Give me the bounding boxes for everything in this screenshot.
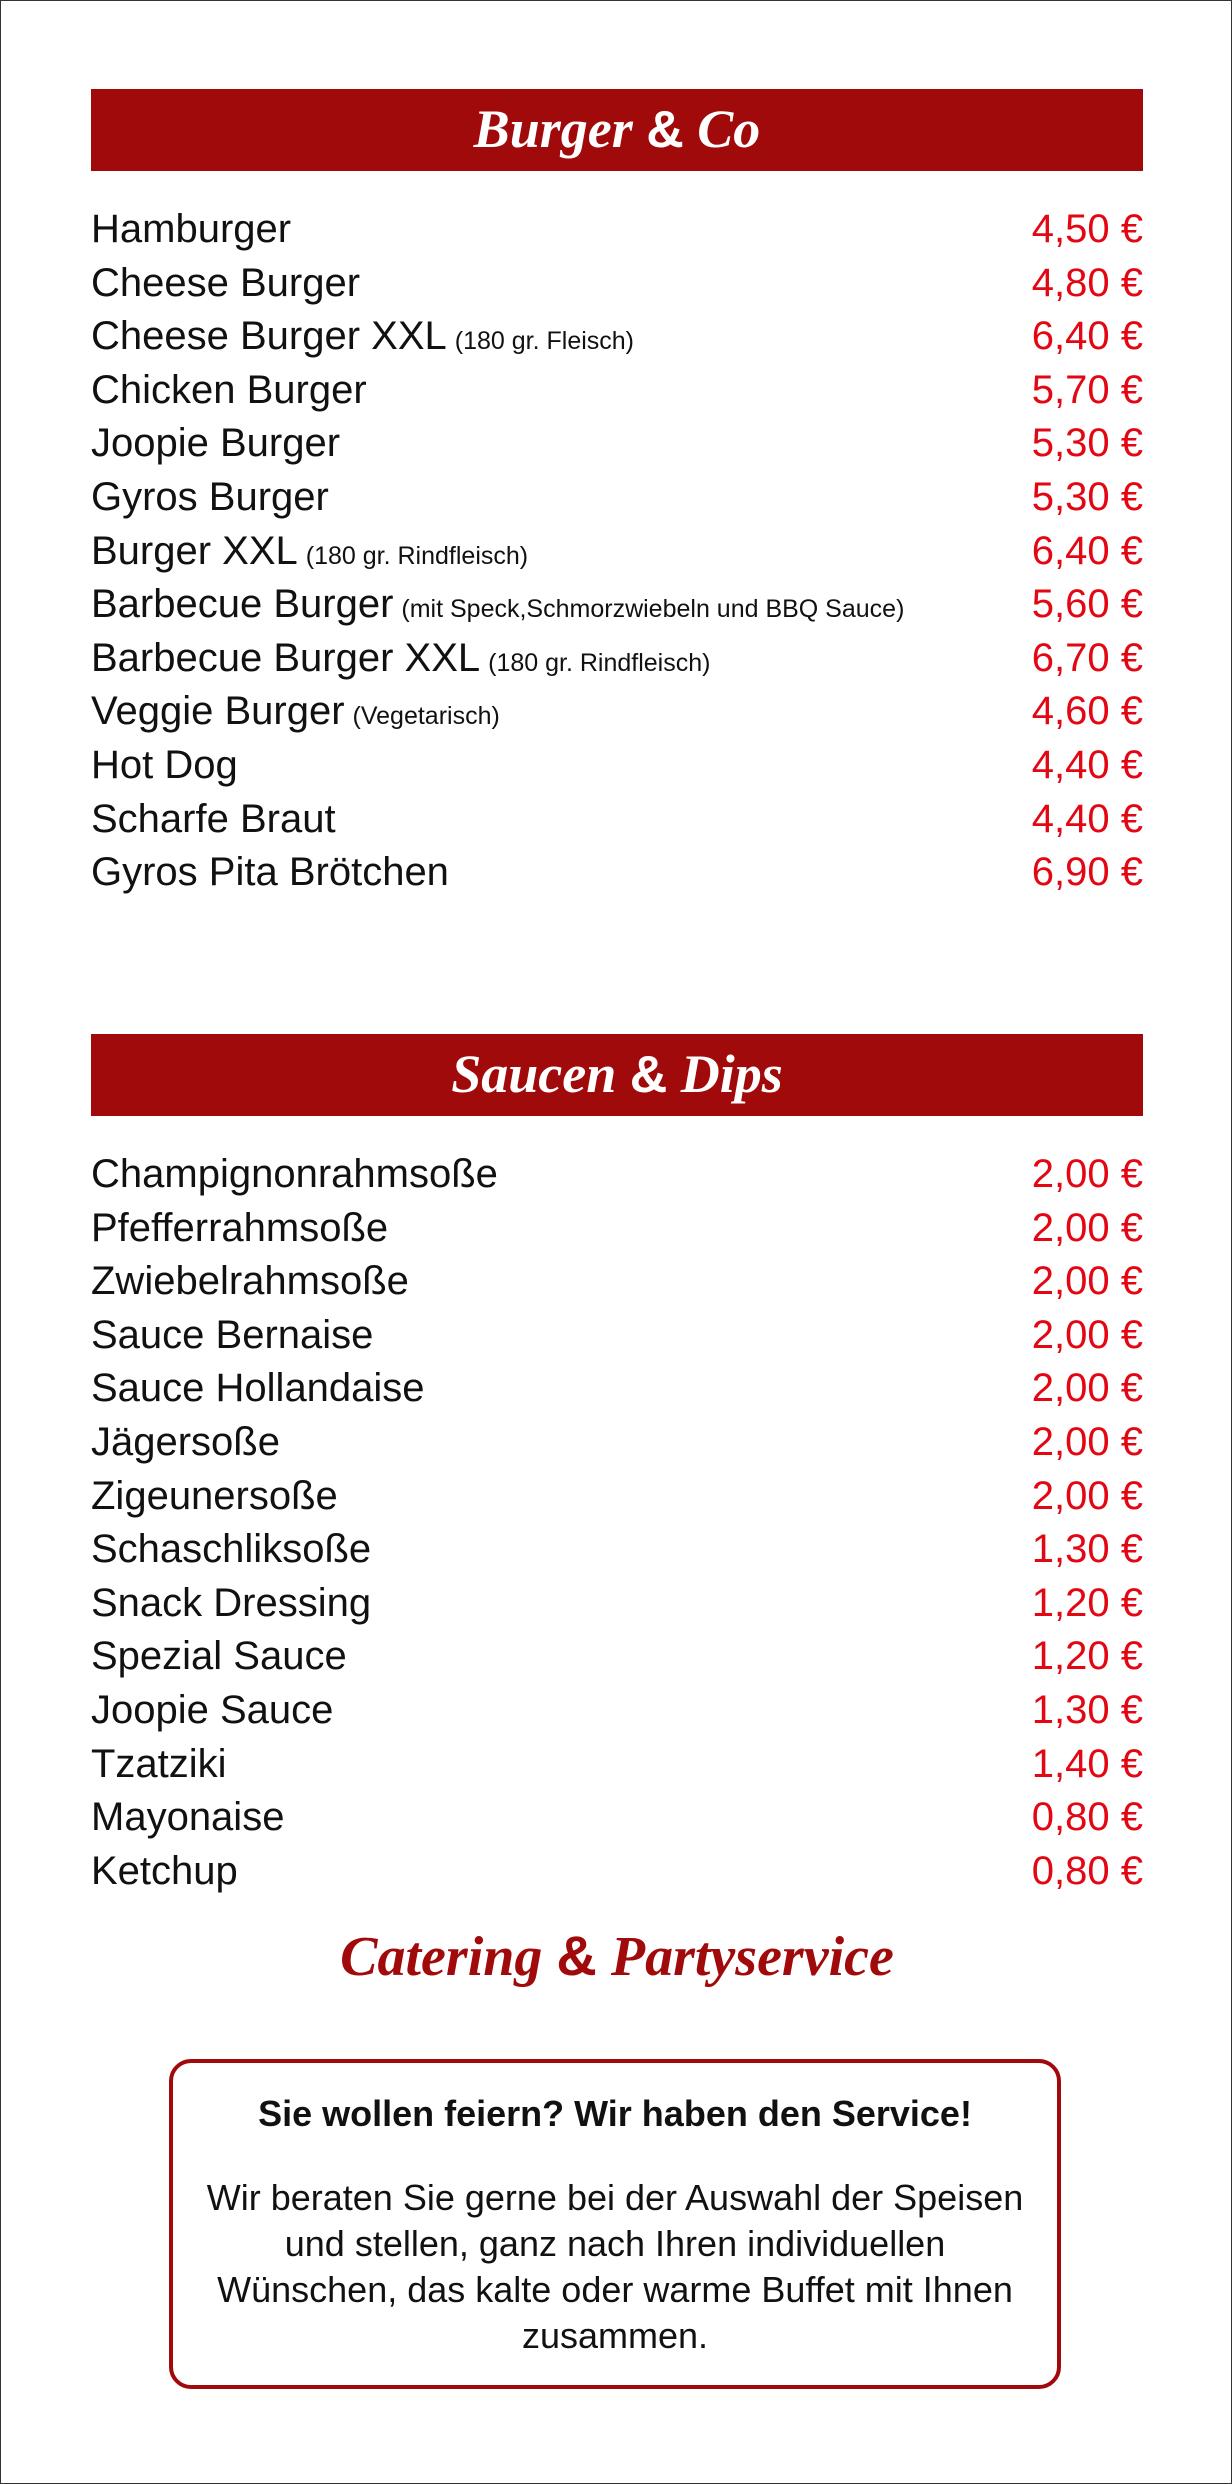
burger-title-sub: Co bbox=[697, 99, 761, 159]
menu-item-label bbox=[91, 1791, 284, 1845]
menu-item-note: (180 gr. Fleisch) bbox=[454, 327, 635, 356]
menu-item-row bbox=[91, 257, 1143, 311]
menu-item-price: 6,90 € bbox=[1031, 850, 1143, 895]
menu-item-name: Cheese Burger bbox=[91, 260, 361, 305]
menu-item-note: (Vegetarisch) bbox=[352, 702, 500, 731]
catering-heading bbox=[1, 1923, 1232, 1989]
menu-item-price: 4,80 € bbox=[1031, 260, 1143, 305]
menu-item-label bbox=[91, 1470, 338, 1524]
menu-item-row bbox=[91, 578, 1143, 632]
catering-info-text: Wir beraten Sie gerne bei der Auswahl der Speisen und stellen, ganz nach Ihren individuellen Wünschen, das kalte oder warme Buffet mit Ihnen zusammen. bbox=[206, 2177, 1024, 2356]
menu-item-name: Zwiebelrahmsoße bbox=[91, 1259, 409, 1304]
menu-item-row bbox=[91, 471, 1143, 525]
menu-item-price: 1,20 € bbox=[1031, 1634, 1143, 1679]
menu-item-label bbox=[91, 1148, 498, 1202]
menu-item-label bbox=[91, 203, 291, 257]
menu-item-price: 2,00 € bbox=[1031, 1152, 1143, 1196]
saucen-title-sub: Dips bbox=[680, 1044, 783, 1104]
menu-item-label bbox=[91, 1202, 388, 1256]
menu-item-row bbox=[91, 1845, 1143, 1899]
menu-item-price: 5,70 € bbox=[1031, 367, 1143, 412]
menu-item-label bbox=[91, 1255, 409, 1309]
menu-item-label bbox=[91, 1416, 280, 1470]
menu-item-row bbox=[91, 1362, 1143, 1416]
menu-item-row bbox=[91, 1684, 1143, 1738]
menu-item-name: Schaschliksoße bbox=[91, 1527, 372, 1572]
menu-item-row bbox=[91, 1577, 1143, 1631]
burger-section-banner bbox=[91, 89, 1143, 171]
menu-item-label bbox=[91, 793, 336, 847]
burger-menu-list bbox=[91, 203, 1143, 900]
menu-item-name: Mayonaise bbox=[91, 1795, 285, 1840]
menu-item-note: (180 gr. Rindfleisch) bbox=[488, 648, 711, 677]
menu-item-name: Spezial Sauce bbox=[91, 1634, 347, 1679]
menu-item-price: 6,70 € bbox=[1031, 635, 1143, 680]
menu-item-label bbox=[91, 257, 360, 311]
menu-item-row bbox=[91, 1148, 1143, 1202]
menu-item-price: 1,30 € bbox=[1031, 1527, 1143, 1572]
menu-item-price: 2,00 € bbox=[1031, 1312, 1143, 1357]
menu-item-price: 2,00 € bbox=[1031, 1366, 1143, 1411]
saucen-title-amp: & bbox=[629, 1046, 668, 1104]
menu-item-price: 4,40 € bbox=[1031, 742, 1143, 787]
menu-item-price: 6,40 € bbox=[1031, 528, 1143, 573]
menu-item-name: Gyros Burger bbox=[91, 474, 329, 519]
menu-item-label bbox=[91, 1684, 333, 1738]
menu-item-name: Gyros Pita Brötchen bbox=[91, 850, 449, 895]
menu-item-name: Hamburger bbox=[91, 207, 292, 251]
menu-item-label bbox=[91, 1577, 371, 1631]
menu-item-name: Barbecue Burger XXL bbox=[91, 635, 481, 680]
menu-item-price: 1,20 € bbox=[1031, 1580, 1143, 1625]
menu-item-label bbox=[91, 1738, 227, 1792]
menu-item-name: Veggie Burger bbox=[91, 689, 345, 734]
menu-item-row bbox=[91, 1255, 1143, 1309]
menu-item-name: Sauce Hollandaise bbox=[91, 1366, 425, 1411]
menu-item-row bbox=[91, 1738, 1143, 1792]
menu-item-price: 6,40 € bbox=[1031, 314, 1143, 359]
saucen-menu-list bbox=[91, 1148, 1143, 1898]
menu-item-price: 4,40 € bbox=[1031, 796, 1143, 841]
menu-item-row bbox=[91, 310, 1143, 364]
menu-item-price: 0,80 € bbox=[1031, 1848, 1143, 1893]
menu-item-row bbox=[91, 1309, 1143, 1363]
catering-title-sub: Partyservice bbox=[610, 1926, 894, 1988]
menu-item-price: 1,40 € bbox=[1031, 1741, 1143, 1786]
menu-item-label bbox=[91, 310, 634, 369]
menu-item-name: Tzatziki bbox=[91, 1741, 227, 1786]
menu-item-price: 0,80 € bbox=[1031, 1795, 1143, 1840]
menu-item-label bbox=[91, 578, 904, 637]
menu-item-name: Sauce Bernaise bbox=[91, 1312, 374, 1357]
menu-item-row bbox=[91, 846, 1143, 900]
saucen-section-banner bbox=[91, 1034, 1143, 1116]
menu-item-name: Joopie Sauce bbox=[91, 1687, 334, 1732]
menu-item-note: (mit Speck,Schmorzwiebeln und BBQ Sauce) bbox=[401, 595, 905, 624]
menu-item-label bbox=[91, 846, 449, 900]
menu-item-row bbox=[91, 417, 1143, 471]
catering-info-headline: Sie wollen feiern? Wir haben den Service! bbox=[258, 2093, 972, 2134]
menu-item-label bbox=[91, 1630, 347, 1684]
menu-item-label bbox=[91, 525, 528, 584]
saucen-title-main: Saucen bbox=[451, 1044, 617, 1104]
menu-item-name: Cheese Burger XXL bbox=[91, 314, 447, 359]
menu-item-row bbox=[91, 1470, 1143, 1524]
menu-item-label bbox=[91, 1845, 238, 1899]
menu-item-row bbox=[91, 1202, 1143, 1256]
menu-item-row bbox=[91, 793, 1143, 847]
menu-item-row bbox=[91, 1791, 1143, 1845]
menu-item-label bbox=[91, 632, 710, 691]
menu-item-label bbox=[91, 417, 340, 471]
menu-item-label bbox=[91, 685, 500, 744]
burger-title-main: Burger bbox=[473, 99, 633, 159]
menu-item-price: 1,30 € bbox=[1031, 1687, 1143, 1732]
menu-item-row bbox=[91, 1523, 1143, 1577]
menu-item-price: 2,00 € bbox=[1031, 1205, 1143, 1250]
menu-item-price: 5,30 € bbox=[1031, 474, 1143, 519]
menu-item-label bbox=[91, 364, 367, 418]
menu-item-price: 2,00 € bbox=[1031, 1473, 1143, 1518]
menu-item-name: Hot Dog bbox=[91, 742, 238, 787]
burger-title-amp: & bbox=[646, 101, 684, 159]
menu-item-row bbox=[91, 203, 1143, 257]
menu-item-name: Pfefferrahmsoße bbox=[91, 1205, 389, 1250]
menu-item-price: 2,00 € bbox=[1031, 1419, 1143, 1464]
menu-item-price: 2,00 € bbox=[1031, 1259, 1143, 1304]
menu-item-name: Ketchup bbox=[91, 1848, 238, 1893]
menu-item-price: 5,60 € bbox=[1031, 582, 1143, 627]
menu-item-name: Burger XXL bbox=[91, 528, 298, 573]
menu-item-label bbox=[91, 739, 238, 793]
menu-item-row bbox=[91, 525, 1143, 579]
menu-item-row bbox=[91, 1630, 1143, 1684]
menu-item-label bbox=[91, 471, 329, 525]
menu-item-price: 4,60 € bbox=[1031, 689, 1143, 734]
menu-item-name: Champignonrahmsoße bbox=[91, 1152, 498, 1196]
menu-item-label bbox=[91, 1362, 425, 1416]
menu-item-name: Chicken Burger bbox=[91, 367, 367, 412]
menu-item-note: (180 gr. Rindfleisch) bbox=[305, 541, 529, 570]
menu-item-price: 5,30 € bbox=[1031, 421, 1143, 466]
catering-title-amp: & bbox=[556, 1924, 597, 1987]
menu-item-name: Scharfe Braut bbox=[91, 796, 336, 841]
menu-item-row bbox=[91, 685, 1143, 739]
menu-item-row bbox=[91, 632, 1143, 686]
catering-title-main: Catering bbox=[340, 1926, 543, 1988]
menu-item-label bbox=[91, 1309, 373, 1363]
menu-item-name: Jägersoße bbox=[91, 1419, 280, 1464]
menu-item-name: Joopie Burger bbox=[91, 421, 341, 466]
catering-info-box bbox=[169, 2059, 1061, 2389]
menu-item-price: 4,50 € bbox=[1031, 207, 1143, 251]
menu-item-name: Zigeunersoße bbox=[91, 1473, 338, 1518]
menu-item-name: Barbecue Burger bbox=[91, 582, 394, 627]
menu-item-name: Snack Dressing bbox=[91, 1580, 372, 1625]
menu-item-row bbox=[91, 364, 1143, 418]
menu-item-row bbox=[91, 1416, 1143, 1470]
menu-item-label bbox=[91, 1523, 371, 1577]
menu-item-row bbox=[91, 739, 1143, 793]
